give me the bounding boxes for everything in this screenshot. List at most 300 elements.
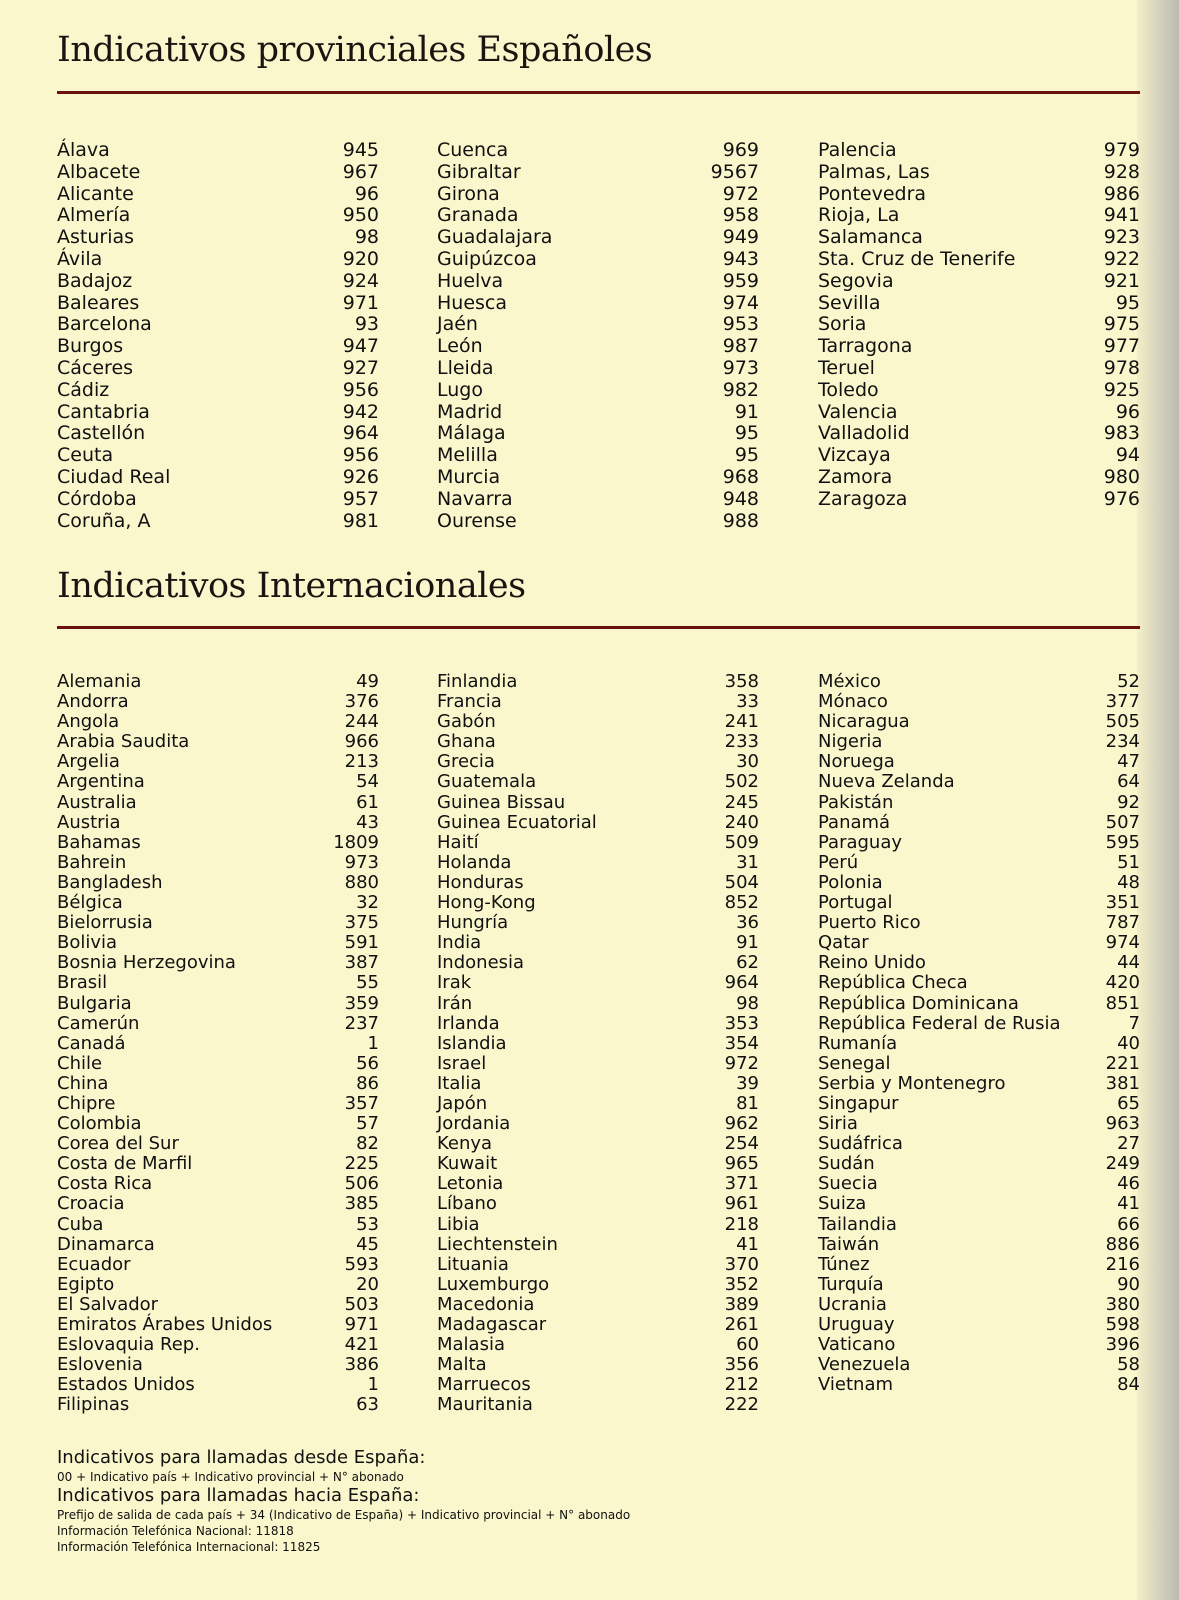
location-name: Bahrein	[57, 851, 127, 873]
location-name: Gibraltar	[437, 160, 521, 183]
location-name: Malta	[437, 1354, 487, 1376]
list-item	[437, 423, 759, 445]
list-item	[437, 1315, 759, 1335]
location-name: Panamá	[818, 811, 891, 833]
location-name: Soria	[818, 313, 867, 336]
location-name: Israel	[437, 1052, 487, 1074]
location-name: Austria	[57, 811, 121, 833]
calls-from-spain-text: 00 + Indicativo país + Indicativo provincial + N° abonado	[57, 1470, 404, 1484]
list-item	[818, 1034, 1140, 1054]
provincial-column-2	[437, 140, 759, 532]
list-item	[57, 1034, 379, 1054]
list-item	[437, 853, 759, 873]
location-name: Cuba	[57, 1213, 104, 1235]
list-item	[57, 1375, 379, 1395]
dialing-code: 351	[1105, 892, 1140, 914]
list-item	[57, 672, 379, 692]
dialing-code: 375	[344, 912, 379, 934]
location-name: Zamora	[818, 465, 893, 488]
location-name: Melilla	[437, 444, 498, 467]
location-name: Rumanía	[818, 1032, 898, 1054]
dialing-code: 976	[1103, 487, 1140, 510]
list-item	[437, 873, 759, 893]
list-item	[437, 402, 759, 424]
location-name: Ucrania	[818, 1293, 887, 1315]
dialing-code: 943	[722, 247, 759, 270]
location-name: Suecia	[818, 1173, 878, 1195]
list-item	[818, 489, 1140, 511]
location-name: Andorra	[57, 691, 129, 713]
dialing-code: 380	[1105, 1293, 1140, 1315]
list-item	[818, 873, 1140, 893]
list-item	[818, 953, 1140, 973]
dialing-code: 377	[1105, 691, 1140, 713]
location-name: Tailandia	[818, 1213, 897, 1235]
location-name: Suiza	[818, 1193, 867, 1215]
list-item	[57, 873, 379, 893]
dialing-code: 851	[1105, 992, 1140, 1014]
location-name: Irak	[437, 972, 472, 994]
dialing-code: 41	[1117, 1193, 1140, 1215]
location-name: Palmas, Las	[818, 160, 930, 183]
list-item	[57, 184, 379, 206]
location-name: Australia	[57, 791, 137, 813]
location-name: Irlanda	[437, 1012, 500, 1034]
list-item	[437, 772, 759, 792]
international-title: Indicativos Internacionales	[57, 566, 526, 606]
location-name: Túnez	[818, 1253, 870, 1275]
dialing-code: 988	[722, 509, 759, 532]
location-name: Venezuela	[818, 1354, 911, 1376]
dialing-code: 967	[342, 160, 379, 183]
list-item	[818, 423, 1140, 445]
dialing-code: 237	[344, 1012, 379, 1034]
dialing-code: 942	[342, 400, 379, 423]
list-item	[818, 1315, 1140, 1335]
list-item	[57, 893, 379, 913]
dialing-code: 986	[1103, 182, 1140, 205]
location-name: Reino Unido	[818, 952, 926, 974]
location-name: República Dominicana	[818, 992, 1019, 1014]
dialing-code: 353	[724, 1012, 759, 1034]
location-name: Huesca	[437, 291, 508, 314]
dialing-code: 973	[722, 356, 759, 379]
location-name: Colombia	[57, 1113, 142, 1135]
dialing-code: 32	[356, 892, 379, 914]
location-name: Baleares	[57, 291, 140, 314]
dialing-code: 389	[724, 1293, 759, 1315]
dialing-code: 212	[724, 1374, 759, 1396]
list-item	[818, 933, 1140, 953]
provincial-column-3	[818, 140, 1140, 511]
location-name: Eslovenia	[57, 1354, 143, 1376]
list-item	[818, 162, 1140, 184]
dialing-code: 927	[342, 356, 379, 379]
list-item	[437, 813, 759, 833]
dialing-code: 64	[1117, 771, 1140, 793]
location-name: Bangladesh	[57, 871, 163, 893]
location-name: Guinea Ecuatorial	[437, 811, 597, 833]
location-name: Rioja, La	[818, 204, 900, 227]
list-item	[437, 1275, 759, 1295]
location-name: Almería	[57, 204, 131, 227]
location-name: Burgos	[57, 335, 124, 358]
list-item	[57, 358, 379, 380]
dialing-code: 509	[724, 831, 759, 853]
list-item	[818, 249, 1140, 271]
list-item	[57, 1295, 379, 1315]
location-name: Albacete	[57, 160, 141, 183]
dialing-code: 30	[736, 751, 759, 773]
location-name: Castellón	[57, 422, 146, 445]
location-name: Macedonia	[437, 1293, 535, 1315]
location-name: Lugo	[437, 378, 483, 401]
location-name: Arabia Saudita	[57, 731, 190, 753]
dialing-code: 82	[356, 1133, 379, 1155]
list-item	[818, 205, 1140, 227]
dialing-code: 240	[724, 811, 759, 833]
list-item	[818, 752, 1140, 772]
list-item	[57, 1194, 379, 1214]
location-name: Palencia	[818, 139, 897, 161]
dialing-code: 924	[342, 269, 379, 292]
dialing-code: 971	[342, 291, 379, 314]
list-item	[57, 423, 379, 445]
location-name: Tarragona	[818, 335, 913, 358]
list-item	[437, 1114, 759, 1134]
location-name: Alicante	[57, 182, 134, 205]
dialing-code: 55	[356, 972, 379, 994]
dialing-code: 974	[1105, 932, 1140, 954]
dialing-code: 241	[724, 711, 759, 733]
list-item	[437, 205, 759, 227]
dialing-code: 396	[1105, 1334, 1140, 1356]
dialing-code: 52	[1117, 671, 1140, 692]
list-item	[818, 712, 1140, 732]
location-name: Zaragoza	[818, 487, 908, 510]
dialing-code: 81	[736, 1092, 759, 1114]
list-item	[437, 913, 759, 933]
location-name: Teruel	[818, 356, 875, 379]
list-item	[57, 793, 379, 813]
location-name: Taiwán	[818, 1233, 880, 1255]
location-name: Murcia	[437, 465, 501, 488]
dialing-code: 420	[1105, 972, 1140, 994]
list-item	[57, 833, 379, 853]
international-info-line: Información Telefónica Internacional: 11825	[57, 1540, 321, 1554]
location-name: Bulgaria	[57, 992, 132, 1014]
list-item	[818, 1114, 1140, 1134]
location-name: Guatemala	[437, 771, 537, 793]
location-name: Gabón	[437, 711, 496, 733]
dialing-code: 9567	[710, 160, 759, 183]
list-item	[437, 511, 759, 533]
list-item	[818, 336, 1140, 358]
dialing-code: 852	[724, 892, 759, 914]
list-item	[57, 813, 379, 833]
list-item	[818, 913, 1140, 933]
dialing-code: 213	[344, 751, 379, 773]
list-item	[57, 692, 379, 712]
dialing-code: 1	[367, 1374, 379, 1396]
list-item	[437, 249, 759, 271]
dialing-code: 96	[354, 182, 379, 205]
dialing-code: 58	[1117, 1354, 1140, 1376]
dialing-code: 987	[722, 335, 759, 358]
list-item	[437, 162, 759, 184]
dialing-code: 1	[367, 1032, 379, 1054]
dialing-code: 27	[1117, 1133, 1140, 1155]
list-item	[437, 1255, 759, 1275]
location-name: Irán	[437, 992, 473, 1014]
dialing-code: 975	[1103, 313, 1140, 336]
list-item	[818, 380, 1140, 402]
dialing-code: 595	[1105, 831, 1140, 853]
calls-from-spain-heading: Indicativos para llamadas desde España:	[57, 1447, 426, 1468]
list-item	[437, 293, 759, 315]
location-name: Badajoz	[57, 269, 133, 292]
dialing-code: 503	[344, 1293, 379, 1315]
location-name: Polonia	[818, 871, 883, 893]
location-name: Nigeria	[818, 731, 883, 753]
dialing-code: 56	[356, 1052, 379, 1074]
dialing-code: 370	[724, 1253, 759, 1275]
location-name: Alemania	[57, 671, 142, 692]
list-item	[818, 772, 1140, 792]
list-item	[818, 1194, 1140, 1214]
location-name: Vizcaya	[818, 444, 891, 467]
dialing-code: 966	[344, 731, 379, 753]
location-name: Noruega	[818, 751, 895, 773]
dialing-code: 95	[734, 444, 759, 467]
location-name: Croacia	[57, 1193, 125, 1215]
provincial-rule	[57, 91, 1140, 94]
dialing-instructions	[57, 1447, 630, 1555]
list-item	[437, 467, 759, 489]
national-info-line: Información Telefónica Nacional: 11818	[57, 1524, 294, 1538]
list-item	[818, 293, 1140, 315]
location-name: Liechtenstein	[437, 1233, 558, 1255]
list-item	[818, 140, 1140, 162]
location-name: Japón	[437, 1092, 488, 1114]
location-name: Dinamarca	[57, 1233, 155, 1255]
list-item	[437, 1094, 759, 1114]
location-name: Islandia	[437, 1032, 507, 1054]
list-item	[818, 1054, 1140, 1074]
dialing-code: 41	[736, 1233, 759, 1255]
list-item	[818, 1154, 1140, 1174]
list-item	[57, 489, 379, 511]
dialing-code: 926	[342, 465, 379, 488]
dialing-code: 48	[1117, 871, 1140, 893]
list-item	[57, 1235, 379, 1255]
list-item	[57, 953, 379, 973]
list-item	[437, 1335, 759, 1355]
location-name: Madrid	[437, 400, 503, 423]
dialing-code: 90	[1117, 1273, 1140, 1295]
location-name: Nicaragua	[818, 711, 910, 733]
location-name: Guipúzcoa	[437, 247, 537, 270]
list-item	[437, 358, 759, 380]
dialing-code: 91	[736, 932, 759, 954]
dialing-code: 44	[1117, 952, 1140, 974]
location-name: Bielorrusia	[57, 912, 153, 934]
location-name: China	[57, 1072, 109, 1094]
dialing-code: 225	[344, 1153, 379, 1175]
list-item	[818, 314, 1140, 336]
location-name: Sta. Cruz de Tenerife	[818, 247, 1016, 270]
dialing-code: 949	[722, 226, 759, 249]
location-name: Egipto	[57, 1273, 115, 1295]
dialing-code: 359	[344, 992, 379, 1014]
provincial-title: Indicativos provinciales Españoles	[57, 30, 653, 70]
location-name: Sevilla	[818, 291, 881, 314]
dialing-code: 598	[1105, 1314, 1140, 1335]
location-name: Costa Rica	[57, 1173, 153, 1195]
list-item	[57, 1014, 379, 1034]
dialing-code: 381	[1105, 1072, 1140, 1094]
location-name: Luxemburgo	[437, 1273, 550, 1295]
list-item	[818, 1375, 1140, 1395]
list-item	[818, 1235, 1140, 1255]
location-name: Canadá	[57, 1032, 126, 1054]
list-item	[437, 1194, 759, 1214]
dialing-code: 506	[344, 1173, 379, 1195]
dialing-code: 886	[1105, 1233, 1140, 1255]
list-item	[818, 973, 1140, 993]
page-edge-shadow	[1137, 0, 1179, 1600]
list-item	[57, 140, 379, 162]
dialing-code: 245	[724, 791, 759, 813]
list-item	[437, 1295, 759, 1315]
dialing-code: 356	[724, 1354, 759, 1376]
location-name: Barcelona	[57, 313, 152, 336]
dialing-code: 352	[724, 1273, 759, 1295]
dialing-code: 950	[342, 204, 379, 227]
location-name: Ghana	[437, 731, 496, 753]
location-name: Guadalajara	[437, 226, 553, 249]
location-name: Chipre	[57, 1092, 116, 1114]
dialing-code: 968	[722, 465, 759, 488]
list-item	[818, 833, 1140, 853]
dialing-code: 922	[1103, 247, 1140, 270]
dialing-code: 983	[1103, 422, 1140, 445]
location-name: Haití	[437, 831, 479, 853]
location-name: República Checa	[818, 972, 968, 994]
list-item	[437, 380, 759, 402]
dialing-code: 977	[1103, 335, 1140, 358]
list-item	[818, 1074, 1140, 1094]
dialing-code: 233	[724, 731, 759, 753]
international-column-2	[437, 672, 759, 1415]
location-name: Huelva	[437, 269, 504, 292]
dialing-code: 971	[344, 1314, 379, 1335]
location-name: Segovia	[818, 269, 894, 292]
dialing-code: 964	[342, 422, 379, 445]
dialing-code: 945	[342, 139, 379, 161]
list-item	[437, 445, 759, 467]
dialing-code: 962	[724, 1113, 759, 1135]
dialing-code: 61	[356, 791, 379, 813]
location-name: Libia	[437, 1213, 480, 1235]
list-item	[818, 793, 1140, 813]
list-item	[437, 336, 759, 358]
list-item	[437, 1375, 759, 1395]
list-item	[437, 833, 759, 853]
location-name: Ecuador	[57, 1253, 131, 1275]
dialing-code: 222	[724, 1394, 759, 1416]
location-name: Lleida	[437, 356, 494, 379]
list-item	[818, 467, 1140, 489]
location-name: Cáceres	[57, 356, 134, 379]
location-name: Sudán	[818, 1153, 875, 1175]
list-item	[57, 1395, 379, 1415]
list-item	[818, 184, 1140, 206]
list-item	[57, 933, 379, 953]
location-name: Sudáfrica	[818, 1133, 903, 1155]
location-name: Jaén	[437, 313, 478, 336]
location-name: Pakistán	[818, 791, 894, 813]
location-name: Hong-Kong	[437, 892, 536, 914]
dialing-code: 591	[344, 932, 379, 954]
list-item	[437, 1074, 759, 1094]
dialing-code: 45	[356, 1233, 379, 1255]
location-name: Marruecos	[437, 1374, 531, 1396]
location-name: Granada	[437, 204, 519, 227]
list-item	[57, 162, 379, 184]
location-name: Costa de Marfil	[57, 1153, 193, 1175]
location-name: Grecia	[437, 751, 495, 773]
list-item	[437, 933, 759, 953]
location-name: Líbano	[437, 1193, 497, 1215]
list-item	[57, 913, 379, 933]
dialing-code: 385	[344, 1193, 379, 1215]
dialing-code: 502	[724, 771, 759, 793]
dialing-code: 376	[344, 691, 379, 713]
location-name: Álava	[57, 139, 110, 161]
list-item	[57, 1275, 379, 1295]
dialing-code: 43	[356, 811, 379, 833]
list-item	[57, 1255, 379, 1275]
location-name: Cuenca	[437, 139, 509, 161]
dialing-code: 51	[1117, 851, 1140, 873]
location-name: Guinea Bissau	[437, 791, 566, 813]
location-name: República Federal de Rusia	[818, 1012, 1061, 1034]
list-item	[57, 853, 379, 873]
location-name: Francia	[437, 691, 502, 713]
international-column-1	[57, 672, 379, 1415]
list-item	[437, 973, 759, 993]
list-item	[818, 672, 1140, 692]
dialing-code: 965	[724, 1153, 759, 1175]
dialing-code: 959	[722, 269, 759, 292]
list-item	[437, 692, 759, 712]
list-item	[818, 227, 1140, 249]
list-item	[57, 1174, 379, 1194]
calls-to-spain-text: Prefijo de salida de cada país + 34 (Indicativo de España) + Indicativo provincial + N° abonado	[57, 1508, 631, 1522]
dialing-code: 964	[724, 972, 759, 994]
dialing-code: 53	[356, 1213, 379, 1235]
dialing-code: 33	[736, 691, 759, 713]
dialing-code: 244	[344, 711, 379, 733]
list-item	[818, 1215, 1140, 1235]
list-item	[437, 1154, 759, 1174]
dialing-code: 957	[342, 487, 379, 510]
location-name: Valencia	[818, 400, 898, 423]
dialing-code: 40	[1117, 1032, 1140, 1054]
list-item	[437, 1014, 759, 1034]
location-name: Portugal	[818, 892, 893, 914]
